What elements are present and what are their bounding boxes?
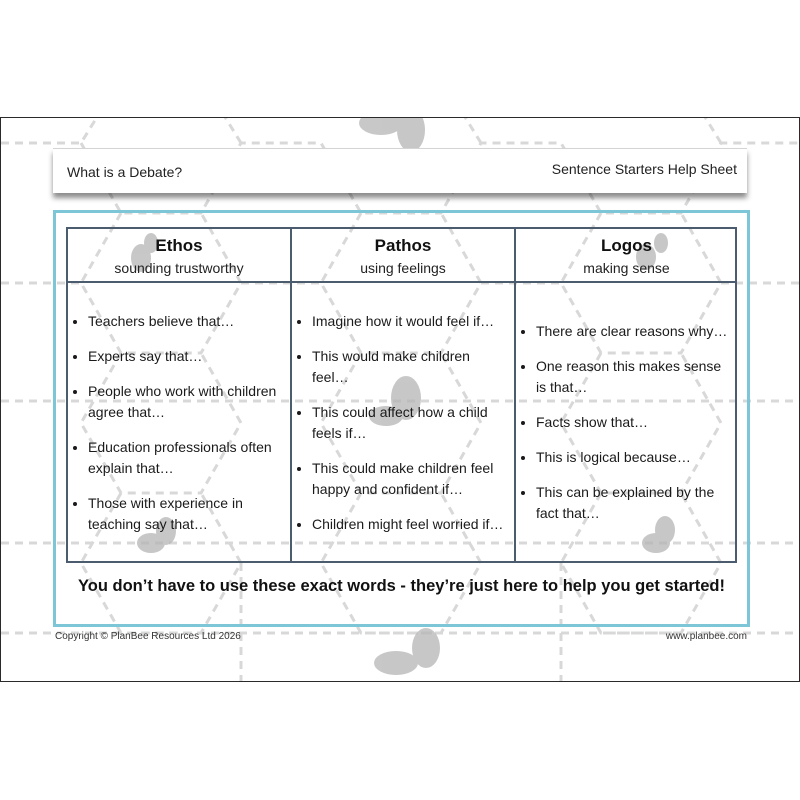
starter-list (516, 283, 737, 524)
footer-note: You don’t have to use these exact words - they’re just here to help you get started! (78, 577, 725, 595)
list-item: • Children might feel worried if… (312, 514, 508, 535)
list-item: • This could affect how a child feels if… (312, 402, 508, 444)
logos-column (516, 229, 737, 561)
list-item: • Experts say that… (88, 346, 284, 367)
column-subtitle: using feelings (360, 260, 446, 276)
list-item: • Education professionals often explain that… (88, 437, 284, 479)
column-body (68, 283, 290, 561)
column-title: Ethos (155, 236, 203, 255)
column-title: Pathos (374, 236, 432, 255)
worksheet-title: What is a Debate? (67, 164, 183, 180)
website-link[interactable]: www.planbee.com (665, 631, 747, 642)
worksheet-subtitle: Sentence Starters Help Sheet (551, 161, 737, 177)
sentence-starters-table (66, 227, 737, 563)
column-header (292, 229, 514, 283)
worksheet-page (0, 117, 800, 682)
starter-list (292, 283, 514, 535)
column-header (68, 229, 290, 283)
column-title: Logos (601, 236, 652, 255)
list-item: • This is logical because… (536, 447, 731, 468)
copyright-text: Copyright © PlanBee Resources Ltd 2026 (55, 631, 241, 642)
list-item: • Facts show that… (536, 412, 731, 433)
list-item: • This could make children feel happy and confident if… (312, 458, 508, 500)
list-item: • People who work with children agree that… (88, 381, 284, 423)
ethos-column (68, 229, 292, 561)
column-body (516, 283, 737, 561)
header-bar (53, 148, 747, 193)
pathos-column (292, 229, 516, 561)
list-item: • Those with experience in teaching say that… (88, 493, 284, 535)
list-item: • One reason this makes sense is that… (536, 356, 731, 398)
list-item: • This would make children feel… (312, 346, 508, 388)
list-item: • Imagine how it would feel if… (312, 311, 508, 332)
content-frame (53, 210, 750, 627)
column-header (516, 229, 737, 283)
column-subtitle: making sense (583, 260, 670, 276)
list-item: • There are clear reasons why… (536, 321, 731, 342)
list-item: • This can be explained by the fact that… (536, 482, 731, 524)
starter-list (68, 283, 290, 535)
column-body (292, 283, 514, 561)
column-subtitle: sounding trustworthy (114, 260, 244, 276)
list-item: • Teachers believe that… (88, 311, 284, 332)
